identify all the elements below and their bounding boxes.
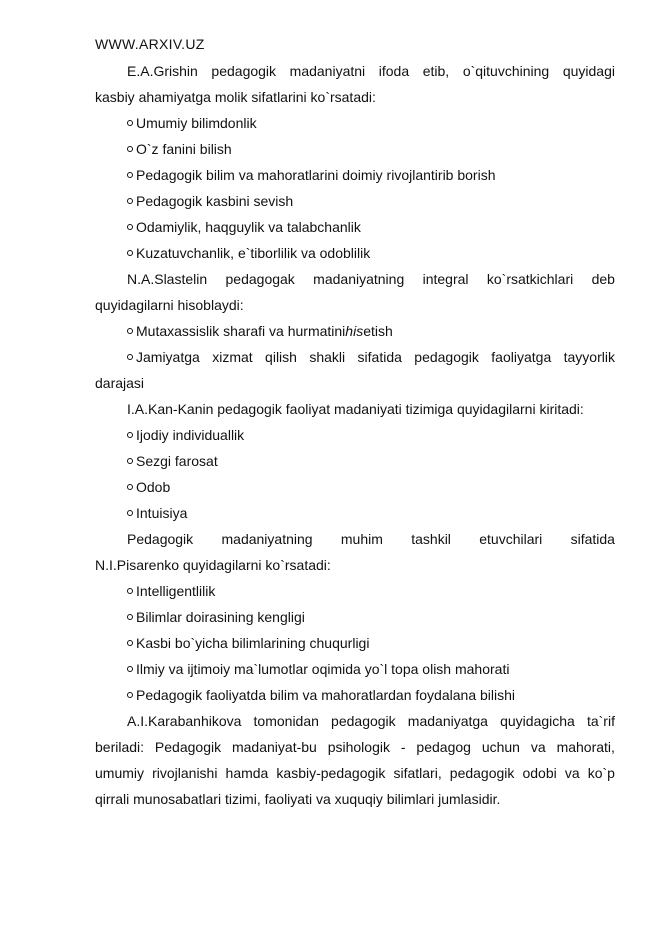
kankanin-list [95, 422, 615, 526]
list-item-text: Pedagogik faoliyatda bilim va mahoratlardan foydalana bilishi [136, 687, 516, 703]
bullet-icon [127, 198, 133, 204]
word: sifatida [570, 531, 615, 547]
list-item [95, 240, 615, 266]
bullet-icon [127, 614, 133, 620]
word: etib, [422, 63, 450, 79]
word: va [530, 739, 546, 755]
word: tayyorlik [563, 349, 615, 365]
pisarenko-list [95, 578, 615, 708]
word: faoliyatga [491, 349, 552, 365]
list-item [95, 318, 615, 344]
karabanhikova-line-1 [95, 708, 615, 734]
list-item-text: Odob [136, 479, 171, 495]
bullet-icon [127, 640, 133, 646]
word: pedagog [416, 739, 471, 755]
word: o`qituvchining [462, 63, 550, 79]
list-item [95, 162, 615, 188]
list-item [95, 214, 615, 240]
list-item-text: Kuzatuvchanlik, e`tiborlilik va odoblilik [136, 245, 371, 261]
word: sifatida [357, 349, 402, 365]
word: ko`p [587, 765, 615, 781]
list-item [95, 630, 615, 656]
word: umumiy [95, 765, 145, 781]
word: integral [422, 271, 469, 287]
bullet-icon [127, 458, 133, 464]
word: madaniyatning [221, 531, 313, 547]
word: pedagogik [331, 713, 396, 729]
bullet-icon [127, 354, 133, 360]
list-item [95, 110, 615, 136]
list-item-text: Pedagogik bilim va mahoratlarini doimiy rivojlantirib borish [136, 167, 496, 183]
kankanin-intro: I.A.Kan-Kanin pedagogik faoliyat madaniyati tizimiga quyidagilarni kiritadi: [127, 401, 584, 417]
list-item [95, 188, 615, 214]
bullet-icon [127, 120, 133, 126]
word: mahorati, [556, 739, 615, 755]
word: tomonidan [253, 713, 319, 729]
karabanhikova-line-3 [95, 760, 615, 786]
word: muhim [340, 531, 383, 547]
list-item-text: Ilmiy va ijtimoiy ma`lumotlar oqimida yo`l topa olish mahorati [136, 661, 510, 677]
bullet-icon [127, 666, 133, 672]
word: uchun [481, 739, 520, 755]
list-item [95, 682, 615, 708]
word: rivojlanishi [152, 765, 218, 781]
word: ta`rif [586, 713, 615, 729]
word: sifatlari, [393, 765, 442, 781]
word: ko`rsatkichlari [486, 271, 574, 287]
word: pedagogik [211, 63, 277, 79]
list-item-text-after: etish [363, 323, 393, 339]
word: Jamiyatga [136, 349, 200, 365]
bullet-icon [127, 328, 133, 334]
word: ifoda [378, 63, 410, 79]
bullet-icon [127, 224, 133, 230]
word: E.A.Grishin [127, 63, 198, 79]
word: N.A.Slastelin [127, 271, 208, 287]
bullet-icon [127, 250, 133, 256]
pisarenko-intro-line-1 [95, 526, 615, 552]
list-item-italic: his [345, 323, 364, 339]
list-item [95, 500, 615, 526]
grishin-intro-line-2: kasbiy ahamiyatga molik sifatlarini ko`rsatadi: [95, 89, 376, 105]
word: Pedagogik [127, 531, 194, 547]
list-item-text: O`z fanini bilish [136, 141, 232, 157]
list-item-text: Pedagogik kasbini sevish [136, 193, 294, 209]
list-item-text: Umumiy bilimdonlik [136, 115, 257, 131]
grishin-intro-line-1 [95, 58, 615, 84]
bullet-icon [127, 172, 133, 178]
list-item [95, 422, 615, 448]
word: madaniyatni [289, 63, 366, 79]
slastelin-item2-line-1 [136, 344, 615, 370]
word: madaniyat-bu [231, 739, 317, 755]
list-item [95, 448, 615, 474]
bullet-icon [127, 484, 133, 490]
word: xizmat [212, 349, 253, 365]
word: pedagogik [414, 349, 479, 365]
bullet-icon [127, 432, 133, 438]
slastelin-intro-line-2: quyidagilarni hisoblaydi: [95, 297, 244, 313]
list-item-text: Intelligentlilik [136, 583, 216, 599]
word: quyidagicha [500, 713, 575, 729]
word: quyidagi [562, 63, 615, 79]
word: odobi [522, 765, 557, 781]
word: va [564, 765, 580, 781]
list-item-text: Ijodiy individuallik [136, 427, 245, 443]
list-item-text: Kasbi bo`yicha bilimlarining chuqurligi [136, 635, 370, 651]
list-item-wrapped [95, 344, 615, 370]
list-item [95, 136, 615, 162]
pisarenko-intro-line-2: N.I.Pisarenko quyidagilarni ko`rsatadi: [95, 557, 331, 573]
list-item [95, 604, 615, 630]
word: madaniyatning [313, 271, 405, 287]
list-item [95, 656, 615, 682]
karabanhikova-line-4: qirrali munosabatlari tizimi, faoliyati va xuquqiy bilimlari jumlasidir. [95, 791, 501, 807]
site-header: WWW.ARXIV.UZ [95, 36, 205, 52]
word: Pedagogik [154, 739, 222, 755]
word: kasbiy-pedagogik [276, 765, 386, 781]
word: psihologik [327, 739, 390, 755]
word: beriladi: [95, 739, 145, 755]
list-item-text: Sezgi farosat [136, 453, 218, 469]
word: qilish [265, 349, 297, 365]
karabanhikova-line-2 [95, 734, 615, 760]
word: deb [591, 271, 615, 287]
list-item-text: Odamiylik, haqguylik va talabchanlik [136, 219, 361, 235]
word: shakli [309, 349, 346, 365]
bullet-icon [127, 588, 133, 594]
document-page [95, 34, 615, 812]
word: tashkil [411, 531, 451, 547]
word: madaniyatga [407, 713, 488, 729]
bullet-icon [127, 146, 133, 152]
word: A.I.Karabanhikova [127, 713, 242, 729]
list-item-text: Bilimlar doirasining kengligi [136, 609, 305, 625]
grishin-list [95, 110, 615, 266]
bullet-icon [127, 510, 133, 516]
list-item [95, 474, 615, 500]
word: pedagogik [449, 765, 515, 781]
list-item-text: Intuisiya [136, 505, 188, 521]
word: pedagogak [225, 271, 295, 287]
list-item [95, 578, 615, 604]
word: hamda [225, 765, 269, 781]
slastelin-intro-line-1 [95, 266, 615, 292]
word: - [400, 739, 406, 755]
list-item-text-before: Mutaxassislik sharafi va hurmatini [136, 323, 346, 339]
word: etuvchilari [479, 531, 543, 547]
slastelin-item2-line-2: darajasi [95, 375, 145, 391]
bullet-icon [127, 692, 133, 698]
